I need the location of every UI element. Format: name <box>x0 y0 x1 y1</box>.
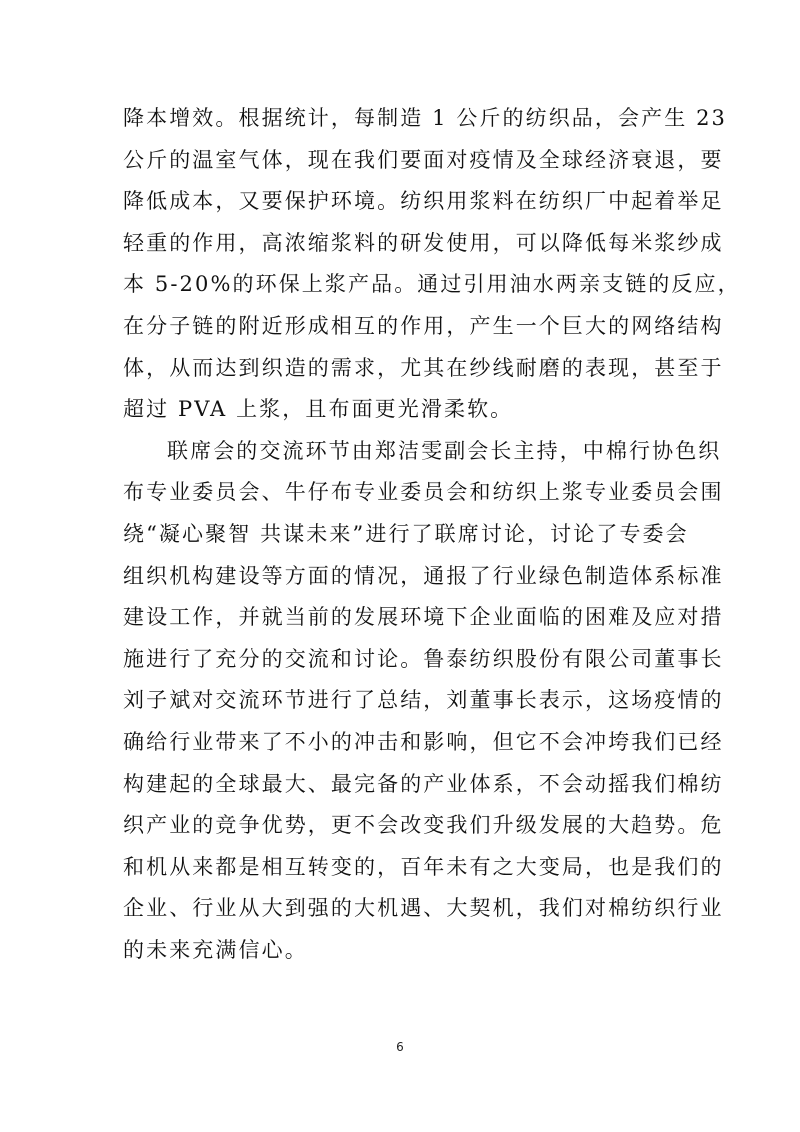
text-line: 降低成本，又要保护环境。纺织用浆料在纺织厂中起着举足 <box>123 189 724 214</box>
text-line: 本 5-20%的环保上浆产品。通过引用油水两亲支链的反应， <box>123 272 741 297</box>
text-line: 建设工作，并就当前的发展环境下企业面临的困难及应对措 <box>123 605 724 630</box>
text-line: 和机从来都是相互转变的，百年未有之大变局，也是我们的 <box>123 854 724 879</box>
text-line: 超过 PVA 上浆，且布面更光滑柔软。 <box>123 397 514 422</box>
text-line: 织产业的竞争优势，更不会改变我们升级发展的大趋势。危 <box>123 813 724 838</box>
text-line: 的未来充满信心。 <box>123 937 308 962</box>
text-line: 联席会的交流环节由郑洁雯副会长主持，中棉行协色织 <box>167 438 722 463</box>
text-line: 刘子斌对交流环节进行了总结，刘董事长表示，这场疫情的 <box>123 688 724 713</box>
text-line: 绕“凝心聚智 共谋未来”进行了联席讨论，讨论了专委会 <box>123 521 689 546</box>
paragraph-2 <box>123 431 724 972</box>
text-line: 企业、行业从大到强的大机遇、大契机，我们对棉纺织行业 <box>123 896 724 921</box>
text-line: 体，从而达到织造的需求，尤其在纱线耐磨的表现，甚至于 <box>123 355 724 380</box>
text-line: 组织机构建设等方面的情况，通报了行业绿色制造体系标准 <box>123 563 724 588</box>
body-text <box>123 98 741 971</box>
text-line: 布专业委员会、牛仔布专业委员会和纺织上浆专业委员会围 <box>123 480 724 505</box>
paragraph-1 <box>123 98 741 431</box>
text-line: 在分子链的附近形成相互的作用，产生一个巨大的网络结构 <box>123 313 724 338</box>
text-line: 公斤的温室气体，现在我们要面对疫情及全球经济衰退，要 <box>123 147 724 172</box>
text-line: 构建起的全球最大、最完备的产业体系，不会动摇我们棉纺 <box>123 771 724 796</box>
page-number: 6 <box>396 1040 404 1054</box>
text-line: 确给行业带来了不小的冲击和影响，但它不会冲垮我们已经 <box>123 729 724 754</box>
text-line: 轻重的作用，高浓缩浆料的研发使用，可以降低每米浆纱成 <box>123 230 724 255</box>
text-line: 施进行了充分的交流和讨论。鲁泰纺织股份有限公司董事长 <box>123 646 724 671</box>
text-line: 降本增效。根据统计，每制造 1 公斤的纺织品，会产生 23 <box>123 106 728 130</box>
